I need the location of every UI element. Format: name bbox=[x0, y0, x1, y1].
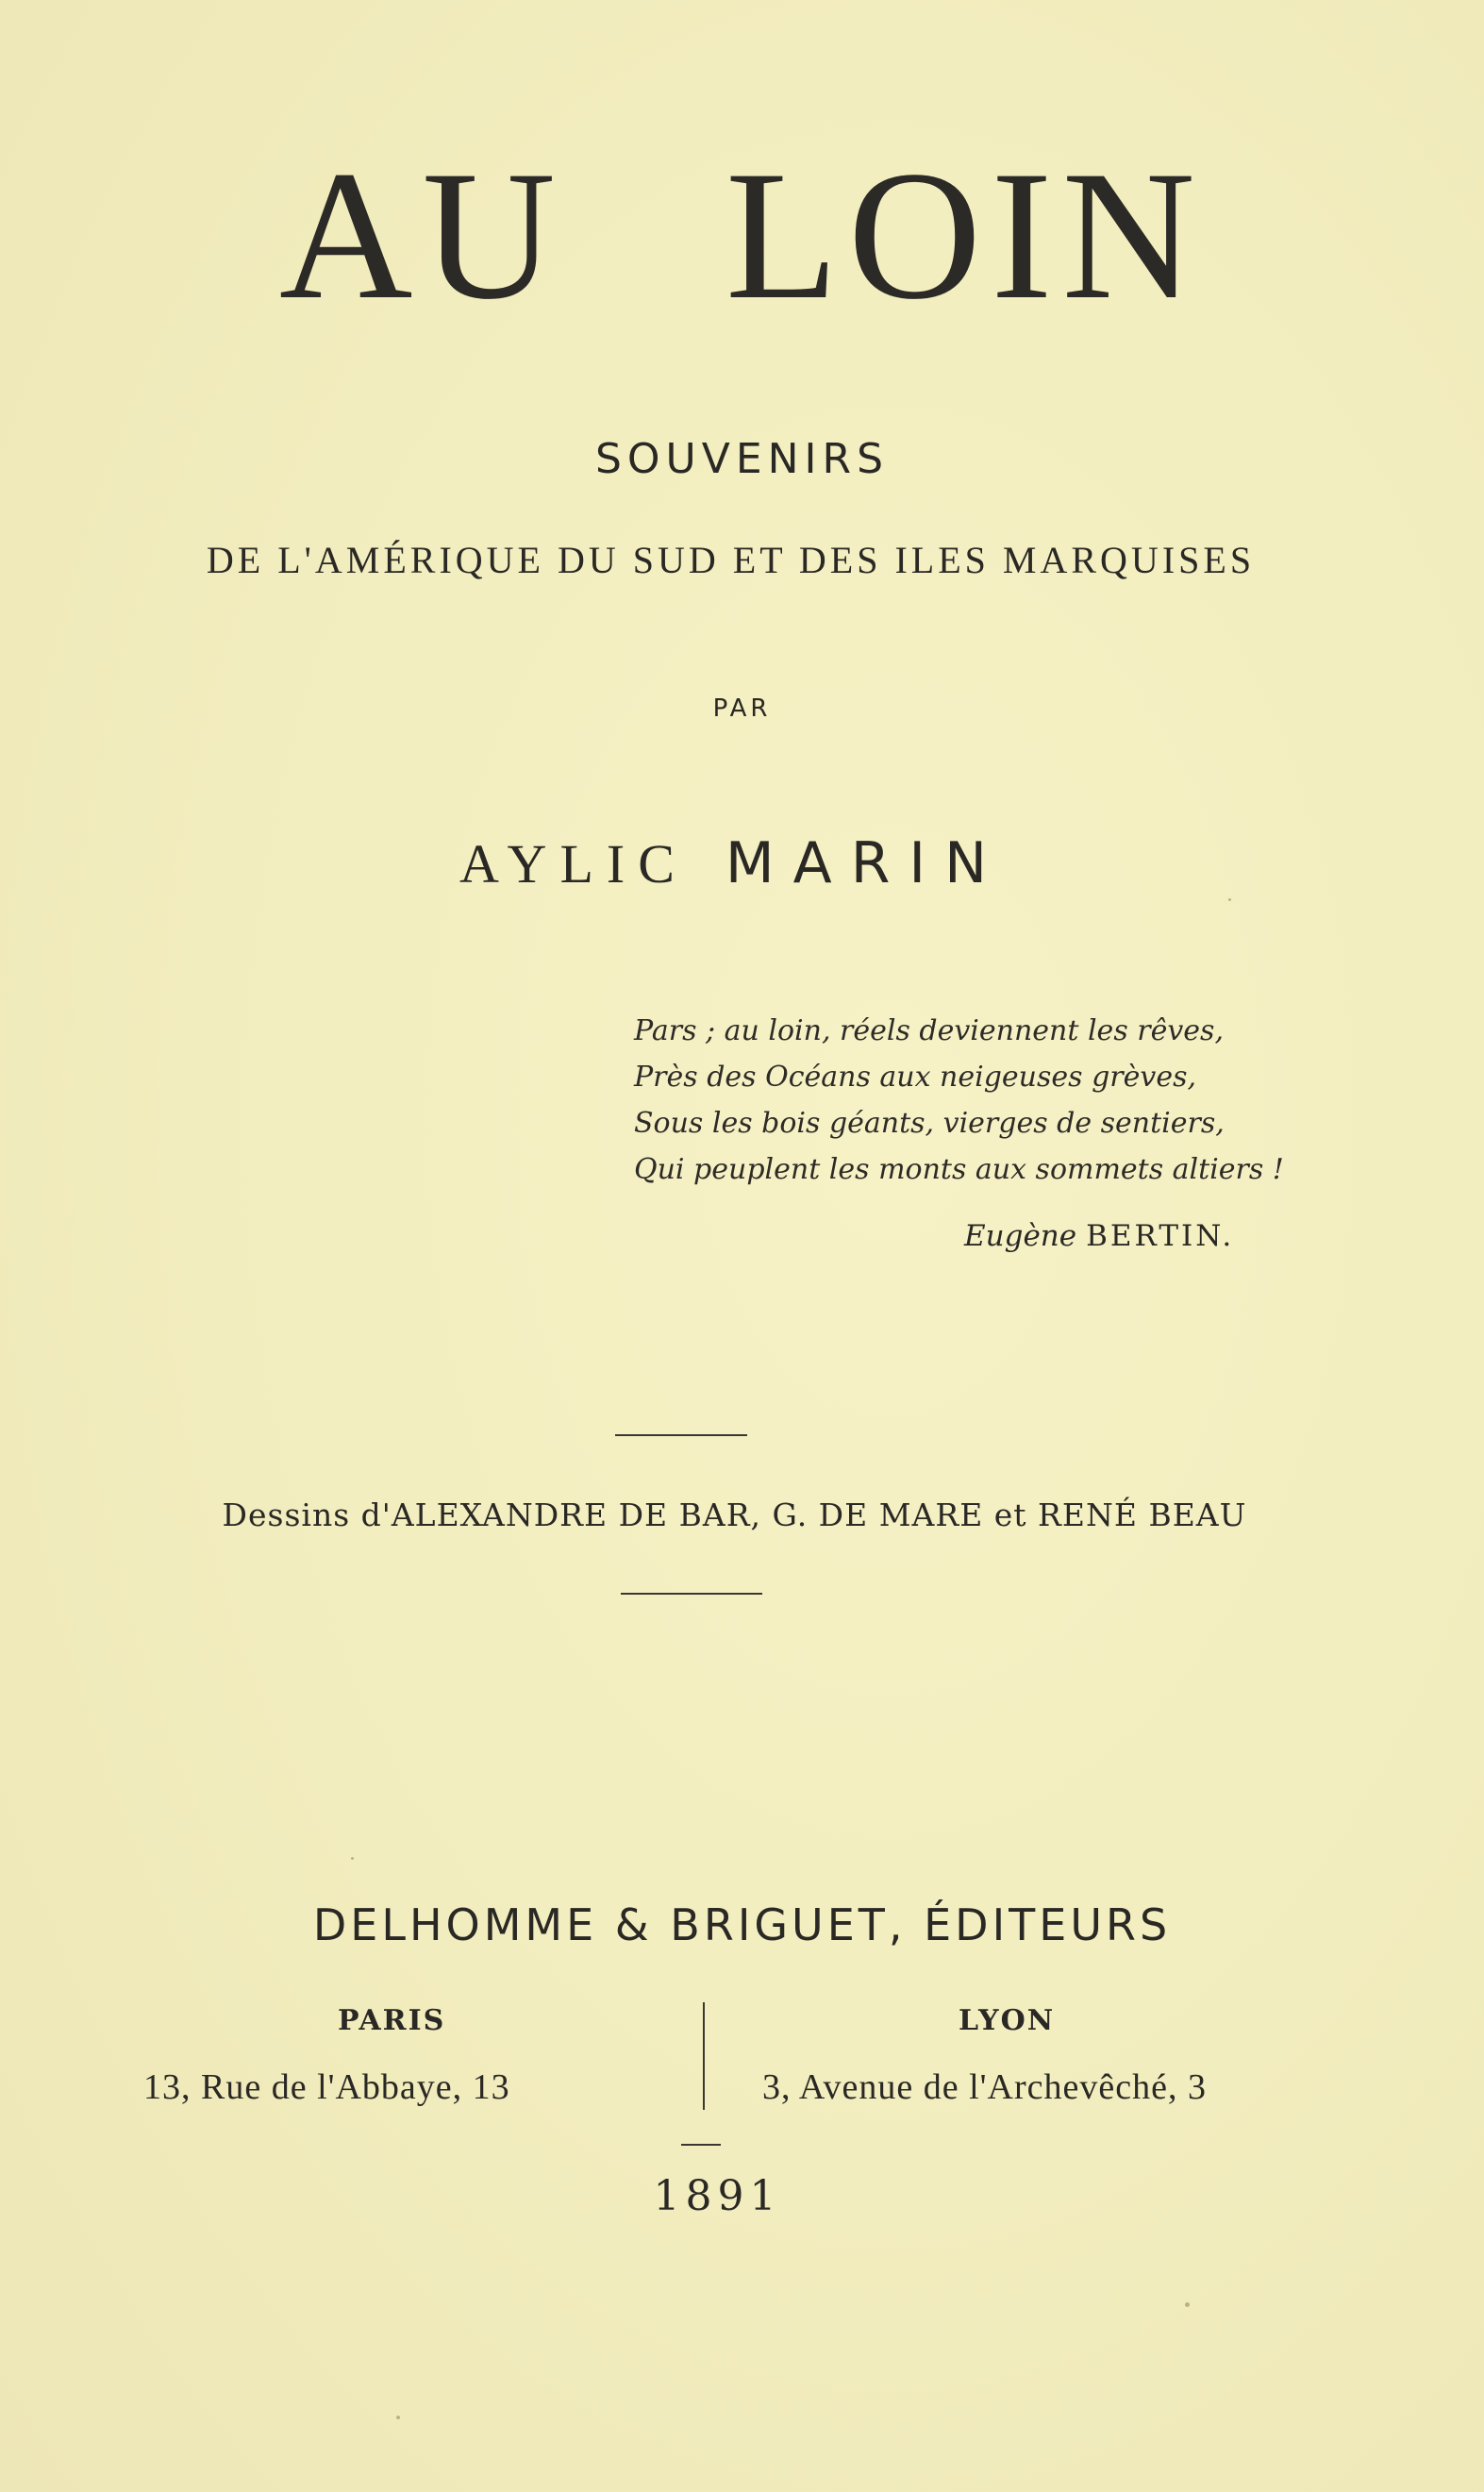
subtitle: SOUVENIRS bbox=[594, 435, 890, 483]
address-paris: 13, Rue de l'Abbaye, 13 bbox=[143, 2067, 510, 2107]
signature-last-name: BERTIN. bbox=[1086, 1219, 1235, 1253]
paper-speck bbox=[396, 2416, 400, 2419]
epigraph-line: Qui peuplent les monts aux sommets altiers ! bbox=[634, 1153, 1284, 1186]
by-label: PAR bbox=[712, 694, 772, 723]
paper-speck bbox=[1228, 898, 1231, 901]
paper-speck bbox=[351, 1857, 354, 1860]
address-lyon: 3, Avenue de l'Archevêché, 3 bbox=[762, 2067, 1207, 2107]
author-name bbox=[0, 830, 1475, 897]
column-divider bbox=[703, 2002, 705, 2110]
divider-rule-upper bbox=[615, 1434, 747, 1436]
epigraph bbox=[634, 1008, 1284, 1193]
divider-rule-lower bbox=[621, 1593, 762, 1595]
publication-year: 1891 bbox=[653, 2172, 782, 2220]
book-title bbox=[0, 133, 1484, 338]
signature-first-name: Eugène bbox=[964, 1219, 1077, 1253]
epigraph-line: Près des Océans aux neigeuses grèves, bbox=[634, 1061, 1197, 1094]
city-paris: PARIS bbox=[338, 2004, 446, 2037]
epigraph-signature bbox=[964, 1217, 1234, 1255]
book-title-word-1: AU bbox=[278, 133, 565, 338]
subtitle-line-2: DE L'AMÉRIQUE DU SUD ET DES ILES MARQUISES bbox=[206, 539, 1256, 581]
epigraph-line: Pars ; au loin, réels deviennent les rêves, bbox=[634, 1014, 1224, 1047]
author-last-name: MARIN bbox=[725, 830, 1006, 896]
illustrators-credit: Dessins d'ALEXANDRE DE BAR, G. DE MARE et RENÉ BEAU bbox=[222, 1497, 1247, 1533]
publisher-name: DELHOMME & BRIGUET, ÉDITEURS bbox=[312, 1899, 1172, 1950]
book-title-word-2: LOIN bbox=[725, 133, 1206, 338]
city-lyon: LYON bbox=[959, 2004, 1056, 2037]
epigraph-line: Sous les bois géants, vierges de sentiers, bbox=[634, 1107, 1225, 1140]
author-first-name: AYLIC bbox=[459, 833, 688, 895]
year-rule bbox=[681, 2144, 721, 2146]
paper-speck bbox=[1185, 2302, 1190, 2307]
